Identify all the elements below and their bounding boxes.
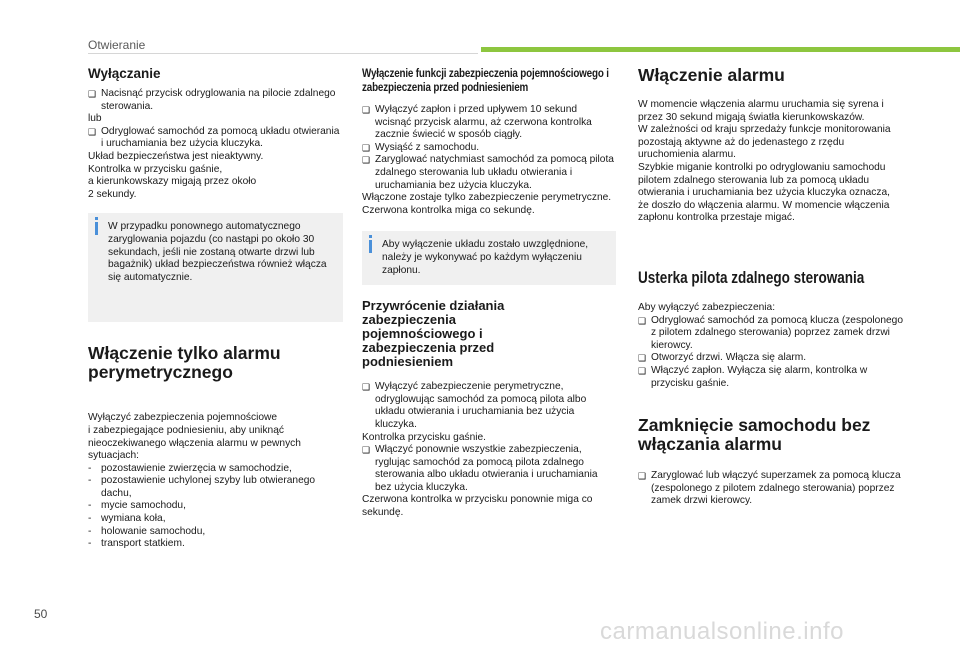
heading-alarm-triggered: Włączenie alarmu	[638, 65, 785, 85]
section-label: Otwieranie	[88, 38, 146, 52]
dash-item: - transport statkiem.	[88, 538, 185, 550]
heading-restore-capacitive: Przywrócenie działania zabezpieczenia pojemnościowego i zabezpieczenia przed podniesieniem	[362, 298, 505, 370]
dash-item: - holowanie samochodu,	[88, 525, 206, 537]
arrow-bullet-icon: ❑	[638, 315, 647, 326]
bullet-item	[638, 470, 903, 508]
section-color-bar	[481, 47, 960, 52]
paragraph: Aby wyłączyć zabezpieczenia:	[638, 301, 776, 313]
paragraph: Szybkie miganie kontrolki po odryglowaniu samochodu pilotem zdalnego sterowania lub za pomocą układu otwierania i uruchamiania bez użycia kluczyka oznacza, że doszło do włączenia alarmu. W momencie włączenia zapłonu kontrolka przestaje migać.	[638, 161, 890, 224]
bullet-item	[362, 444, 616, 494]
bullet-text: Zaryglować lub włączyć superzamek za pomocą klucza (zespolonego z pilotem zdalnego sterowania) poprzez zamek drzwi kierowcy.	[651, 470, 901, 507]
bullet-item	[88, 88, 343, 113]
info-text: Aby wyłączenie układu zostało uwzględnione, należy je wykonywać po każdym wyłączeniu zapłonu.	[382, 239, 589, 276]
dash-item: - pozostawienie zwierzęcia w samochodzie,	[88, 462, 292, 474]
bullet-item	[362, 381, 616, 431]
paragraph: Układ bezpieczeństwa jest nieaktywny.	[88, 150, 264, 162]
header-divider	[88, 53, 478, 54]
paragraph: i zabezpiegające podniesieniu, aby uniknąć nieoczekiwanego włączenia alarmu w pewnych sytuacjach:	[88, 424, 301, 462]
column-2	[362, 66, 616, 520]
paragraph: Kontrolka przycisku gaśnie.	[362, 431, 487, 443]
bullet-text: Wysiąść z samochodu.	[375, 141, 480, 153]
text-lub: lub	[88, 113, 102, 125]
heading-lock-without-alarm: Zamknięcie samochodu bez włączania alarmu	[638, 415, 871, 455]
arrow-bullet-icon: ❑	[362, 382, 371, 393]
bullet-item	[362, 104, 616, 142]
info-box	[88, 213, 343, 322]
bullet-text: Zaryglować natychmiast samochód za pomocą pilota zdalnego sterowania lub układu otwierania i uruchamiania bez użycia kluczyka.	[375, 154, 614, 191]
paragraph: Włączone zostaje tylko zabezpieczenie perymetryczne. Czerwona kontrolka miga co sekundę.	[362, 192, 612, 216]
page-number: 50	[34, 607, 48, 621]
arrow-bullet-icon: ❑	[638, 365, 647, 376]
arrow-bullet-icon: ❑	[362, 105, 371, 115]
bullet-item	[362, 142, 616, 155]
bullet-text: Wyłączyć zapłon i przed upływem 10 sekund wcisnąć przycisk alarmu, aż czerwona kontrolka zacznie świecić w sposób ciągły.	[375, 104, 592, 141]
arrow-bullet-icon: ❑	[638, 471, 647, 482]
bullet-text: Włączyć zapłon. Wyłącza się alarm, kontrolka w przycisku gaśnie.	[651, 364, 868, 389]
heading-perimeter-alarm: Włączenie tylko alarmu perymetrycznego	[88, 343, 281, 383]
bullet-text: Nacisnąć przycisk odryglowania na pilocie zdalnego sterowania.	[101, 88, 336, 112]
arrow-bullet-icon: ❑	[638, 353, 647, 364]
arrow-bullet-icon: ❑	[88, 126, 97, 137]
bullet-item	[638, 352, 903, 365]
paragraph: W zależności od kraju sprzedaży funkcje monitorowania pozostają aktywne aż do jedenastego z rzędu uruchomienia alarmu.	[638, 124, 891, 161]
column-3	[638, 66, 903, 508]
bullet-text: Włączyć ponownie wszystkie zabezpieczenia, ryglując samochód za pomocą pilota zdalnego sterowania albo układu otwierania i uruchamiania bez użycia kluczyka.	[375, 444, 598, 493]
info-box	[362, 231, 616, 285]
paragraph: Kontrolka w przycisku gaśnie,	[88, 163, 223, 175]
bullet-item	[362, 154, 616, 192]
arrow-bullet-icon: ❑	[362, 155, 371, 166]
bullet-text: Otworzyć drzwi. Włącza się alarm.	[651, 352, 807, 364]
column-1	[88, 66, 343, 551]
paragraph: 2 sekundy.	[88, 188, 137, 200]
dash-item: - wymiana koła,	[88, 513, 166, 525]
arrow-bullet-icon: ❑	[88, 89, 97, 99]
heading-wylaczanie: Wyłączanie	[88, 66, 161, 81]
info-icon	[95, 222, 98, 235]
arrow-bullet-icon: ❑	[362, 445, 371, 456]
heading-remote-fault: Usterka pilota zdalnego sterowania	[638, 268, 865, 287]
paragraph: Czerwona kontrolka w przycisku ponownie miga co sekundę.	[362, 494, 593, 519]
heading-disable-capacitive: Wyłączenie funkcji zabezpieczenia pojemnościowego i zabezpieczenia przed podniesieniem	[362, 66, 609, 94]
bullet-text: Odryglować samochód za pomocą klucza (zespolonego z pilotem zdalnego sterowania) poprzez zamek drzwi kierowcy.	[651, 314, 903, 351]
watermark: carmanualsonline.info	[600, 618, 844, 645]
bullet-item	[88, 126, 343, 151]
paragraph: Wyłączyć zabezpieczenia pojemnościowe	[88, 412, 278, 424]
paragraph: a kierunkowskazy migają przez około	[88, 176, 257, 188]
dash-item: - mycie samochodu,	[88, 500, 186, 512]
info-text: W przypadku ponownego automatycznego zaryglowania pojazdu (co nastąpi po około 30 sekundach, jeśli nie zostaną otwarte drzwi lub bagażnik) układ bezpieczeństwa również włącza się automatycznie.	[108, 221, 327, 283]
bullet-item	[638, 315, 903, 353]
arrow-bullet-icon: ❑	[362, 142, 371, 153]
bullet-item	[638, 365, 903, 390]
info-icon	[369, 240, 372, 253]
bullet-text: Odryglować samochód za pomocą układu otwierania i uruchamiania bez użycia kluczyka.	[101, 125, 340, 150]
dash-item: - pozostawienie uchylonej szyby lub otwieranego dachu,	[88, 475, 316, 499]
paragraph: W momencie włączenia alarmu uruchamia się syrena i przez 30 sekund migają światła kierunkowskazów.	[638, 99, 884, 123]
bullet-text: Wyłączyć zabezpieczenie perymetryczne, odryglowując samochód za pomocą pilota albo układu otwierania i uruchamiania bez użycia kluczyka.	[375, 381, 587, 430]
